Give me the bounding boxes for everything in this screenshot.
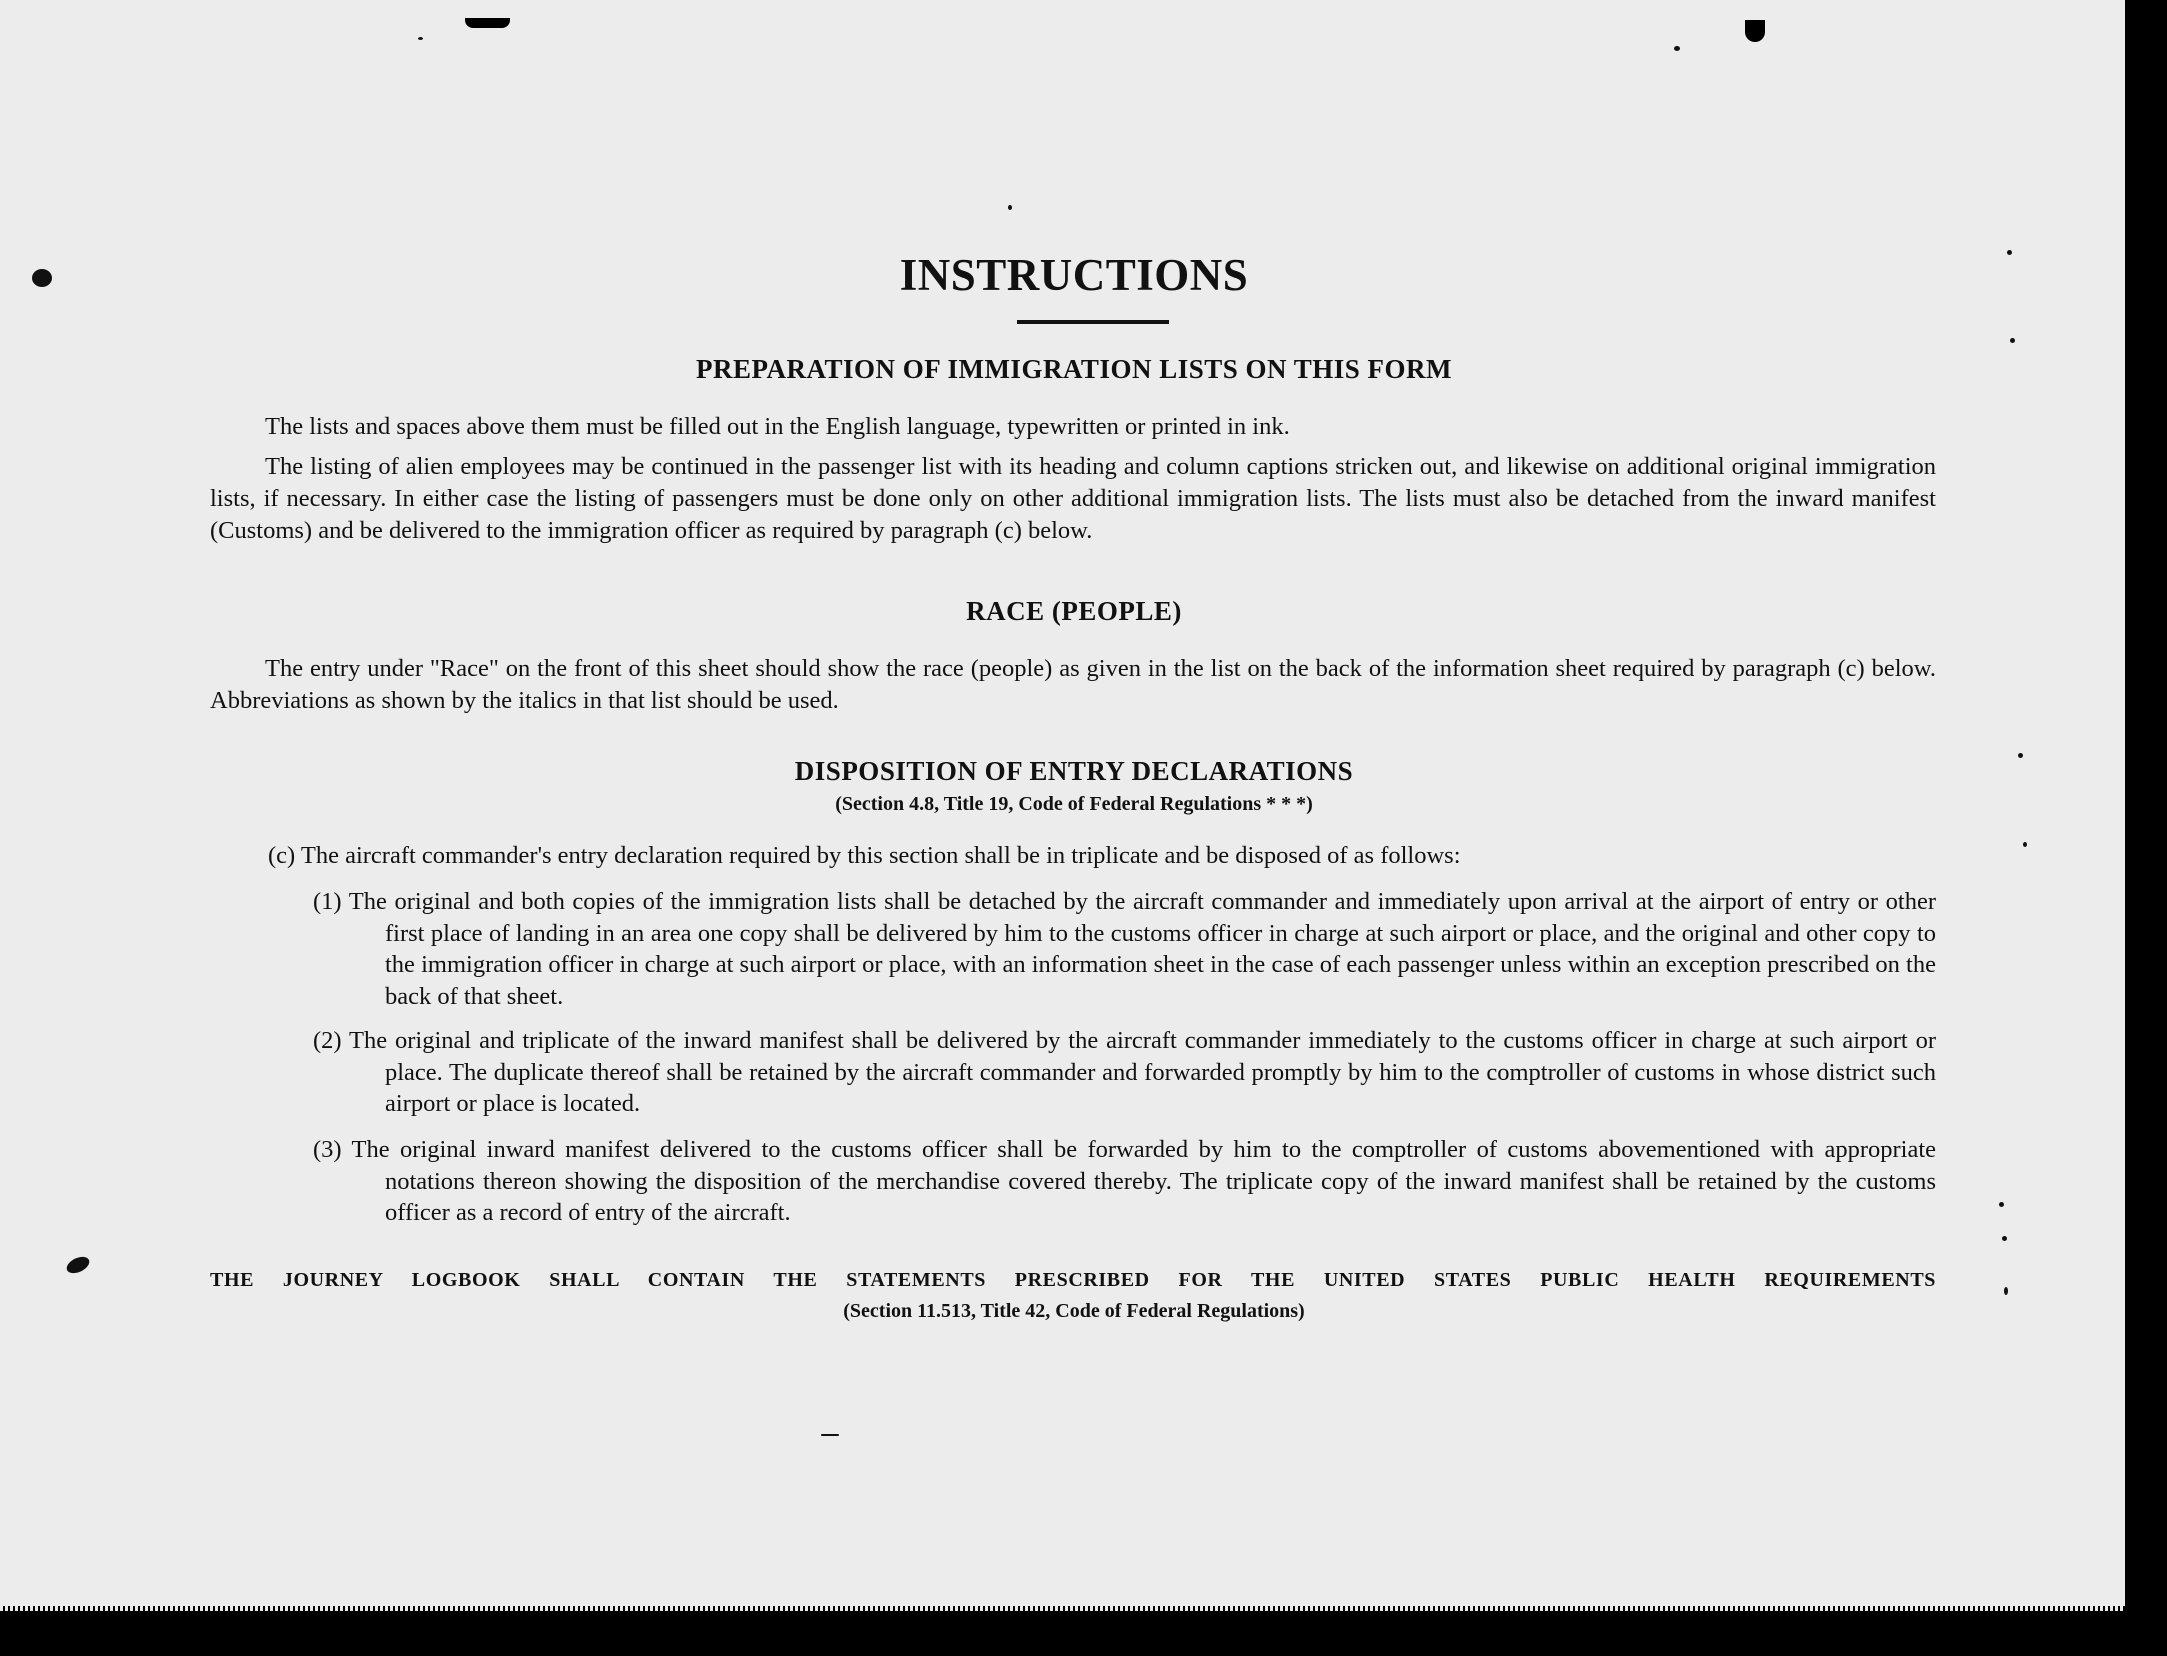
dust-speck — [2023, 842, 2027, 847]
paragraph-race: The entry under "Race" on the front of this sheet should show the race (people) as given in the list on the back of the information sheet required by paragraph (c) below. Abbreviations as shown by the italics in that list should be used. — [210, 655, 1936, 714]
paragraph-alien-employees: The listing of alien employees may be continued in the passenger list with its heading and column captions stricken out, and likewise on additional original immigration lists, if necessary. In either case the listing of passengers must be done only on other additional immigration lists. The lists must also be detached from the inward manifest (Customs) and be delivered to the immigration officer as required by paragraph (c) below. — [210, 453, 1936, 544]
torn-edge-top-right — [1745, 20, 1765, 42]
dust-speck — [1674, 46, 1680, 51]
dust-speck — [1008, 205, 1012, 210]
title-underline — [1017, 320, 1169, 324]
section-heading-preparation: PREPARATION OF IMMIGRATION LISTS ON THIS FORM — [695, 354, 1453, 384]
scan-bottom-edge — [0, 1606, 2125, 1611]
footer-health-requirements: THE JOURNEY LOGBOOK SHALL CONTAIN THE STATEMENTS PRESCRIBED FOR THE UNITED STATES PUBLIC HEALTH REQUIREMENTS — [210, 1269, 1936, 1291]
list-item-2: (2) The original and triplicate of the inward manifest shall be delivered by the aircraft commander immediately to the customs officer in charge at such airport or place. The duplicate thereof shall be retained by the aircraft commander and forwarded promptly by him to the comptroller of customs in whose district such airport or place is located. — [313, 1027, 1936, 1117]
dust-speck — [2002, 1236, 2007, 1241]
dust-speck — [2010, 338, 2015, 343]
paragraph-language: The lists and spaces above them must be filled out in the English language, typewritten or printed in ink. — [265, 413, 1290, 440]
paragraph-entry-declaration: (c) The aircraft commander's entry declaration required by this section shall be in triplicate and be disposed of as follows: — [268, 842, 1461, 869]
section-citation: (Section 4.8, Title 19, Code of Federal Regulations * * *) — [835, 793, 1313, 815]
page-title: INSTRUCTIONS — [899, 250, 1249, 300]
torn-edge-top-left — [465, 18, 510, 28]
dust-speck — [1999, 1202, 2004, 1207]
dust-speck — [821, 1434, 839, 1436]
dust-speck — [2004, 1287, 2008, 1295]
hole-punch-mark-bottom — [64, 1254, 92, 1277]
list-item-3: (3) The original inward manifest delivered to the customs officer shall be forwarded by him to the comptroller of customs abovementioned with appropriate notations thereon showing the disposition of the merchandise covered thereby. The triplicate copy of the inward manifest shall be retained by the customs officer as a record of entry of the aircraft. — [313, 1136, 1936, 1226]
section-heading-race: RACE (PEOPLE) — [966, 596, 1182, 626]
dust-speck — [418, 37, 423, 40]
list-item-1: (1) The original and both copies of the immigration lists shall be detached by the aircraft commander and immediately upon arrival at the airport of entry or other first place of landing in an area one copy shall be delivered by him to the customs officer in charge at such airport or place, and the original and other copy to the immigration officer in charge at such airport or place, with an information sheet in the case of each passenger unless within an exception prescribed on the back of that sheet. — [313, 888, 1936, 1010]
section-heading-disposition: DISPOSITION OF ENTRY DECLARATIONS — [794, 756, 1354, 786]
footer-citation: (Section 11.513, Title 42, Code of Federal Regulations) — [843, 1300, 1305, 1322]
